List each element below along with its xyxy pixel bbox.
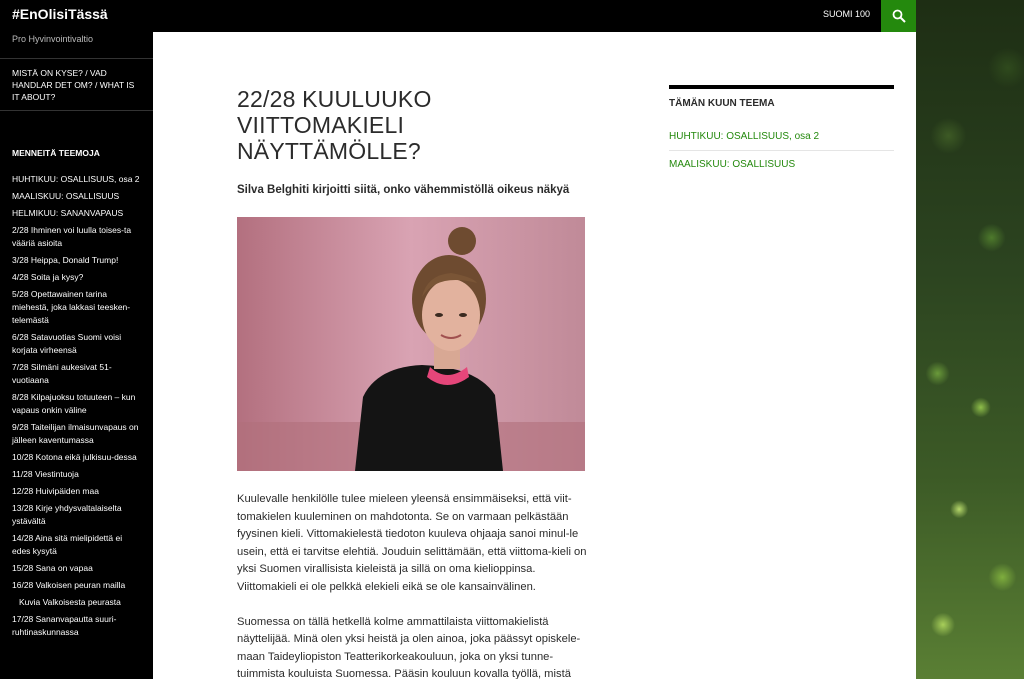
sidebar-link[interactable]: 12/28 Huivipäiden maa	[12, 486, 99, 496]
sidebar-link[interactable]: HELMIKUU: SANANVAPAUS	[12, 208, 124, 218]
sidebar-link[interactable]: MAALISKUU: OSALLISUUS	[12, 191, 120, 201]
sidebar-link[interactable]: 9/28 Taiteilijan ilmaisunvapaus on jälleen kaventumassa	[12, 422, 139, 445]
past-themes-title: MENNEITÄ TEEMOJA	[12, 148, 100, 158]
portrait-image	[237, 217, 585, 471]
sidebar-divider	[0, 110, 153, 111]
site-header	[0, 0, 916, 32]
site-tagline: Pro Hyvinvointivaltio	[12, 34, 94, 44]
sidebar-link[interactable]: Kuvia Valkoisesta peurasta	[19, 597, 121, 607]
sidebar-link[interactable]: 13/28 Kirje yhdysvaltalaiselta ystävältä	[12, 503, 122, 526]
current-theme-link[interactable]: HUHTIKUU: OSALLISUUS, osa 2	[669, 131, 894, 151]
sidebar-link[interactable]: HUHTIKUU: OSALLISUUS, osa 2	[12, 174, 140, 184]
article-photo	[237, 217, 585, 471]
article-paragraph: Suomessa on tällä hetkellä kolme ammattilaista viittomakielistä näyttelijää. Minä olen yksi heistä ja olen ainoa, joka päässyt opiskele-maan Taideyliopiston Teatterikorkeakouluun, joka on yksi tunne-tuimmista kouluista Suomessa. Pääsin kouluun kovalla työllä, mistä	[237, 615, 581, 679]
sidebar-link[interactable]: 11/28 Viestintuoja	[12, 469, 79, 479]
current-theme-list	[669, 131, 894, 178]
sidebar-link[interactable]: 10/28 Kotona eikä julkisuu-dessa	[12, 452, 137, 462]
article-title: 22/28 KUULUUKO VIITTOMAKIELI NÄYTTÄMÖLLE?	[237, 86, 432, 164]
article-body	[237, 491, 587, 679]
main-content	[153, 32, 916, 679]
sidebar-divider	[0, 58, 153, 59]
search-button[interactable]	[881, 0, 916, 32]
sidebar-link[interactable]: 8/28 Kilpajuoksu totuuteen – kun vapaus onkin väline	[12, 392, 136, 415]
article-lead: Silva Belghiti kirjoitti siitä, onko vähemmistöllä oikeus näkyä	[237, 184, 570, 196]
nav-suomi-100[interactable]: SUOMI 100	[822, 9, 870, 19]
current-theme-title: TÄMÄN KUUN TEEMA	[669, 98, 775, 109]
sidebar-link[interactable]: 7/28 Silmäni aukesivat 51-vuotiaana	[12, 362, 112, 385]
sidebar-link[interactable]: 16/28 Valkoisen peuran mailla	[12, 580, 126, 590]
sidebar-link[interactable]: 2/28 Ihminen voi luulla toises-ta vääriä asioita	[12, 225, 132, 248]
widget-top-bar	[669, 85, 894, 89]
sidebar	[0, 32, 153, 679]
menu-item-about[interactable]: MISTÄ ON KYSE? / VAD HANDLAR DET OM? / WHAT IS IT ABOUT?	[12, 68, 135, 102]
sidebar-link[interactable]: 3/28 Heippa, Donald Trump!	[12, 255, 119, 265]
sidebar-link[interactable]: 15/28 Sana on vapaa	[12, 563, 93, 573]
sidebar-link[interactable]: 5/28 Opettawainen tarina miehestä, joka lakkasi teesken-telemästä	[12, 289, 131, 325]
background-foliage-image	[916, 0, 1024, 679]
search-icon	[892, 9, 906, 23]
sidebar-link[interactable]: 17/28 Sananvapautta suuri-ruhtinaskunnassa	[12, 614, 117, 637]
sidebar-link[interactable]: 4/28 Soita ja kysy?	[12, 272, 84, 282]
sidebar-link[interactable]: 6/28 Satavuotias Suomi voisi korjata virheensä	[12, 332, 122, 355]
article-paragraph: Kuulevalle henkilölle tulee mieleen yleensä ensimmäiseksi, että viit-tomakielen kuuleminen on mahdotonta. Se on varmaan pelkästään fyysinen kieli. Vittomakielestä tiedoton kuuleva ohjaaja sanoi minul-le usein, että ei tarvitse elehtiä. Jouduin selittämään, että viittoma-kieli on yksi Suomen virallisista kieleistä ja sillä on oma kielioppinsa. Viittomakieli ei ole pelkkä elekieli eikä se ole kansainvälinen.	[237, 493, 587, 593]
sidebar-link[interactable]: 14/28 Aina sitä mielipidettä ei edes kysytä	[12, 533, 123, 556]
current-theme-widget	[669, 85, 894, 186]
site-title[interactable]: #EnOlisiTässä	[12, 6, 108, 22]
current-theme-link[interactable]: MAALISKUU: OSALLISUUS	[669, 159, 796, 170]
past-themes-list	[12, 173, 140, 643]
